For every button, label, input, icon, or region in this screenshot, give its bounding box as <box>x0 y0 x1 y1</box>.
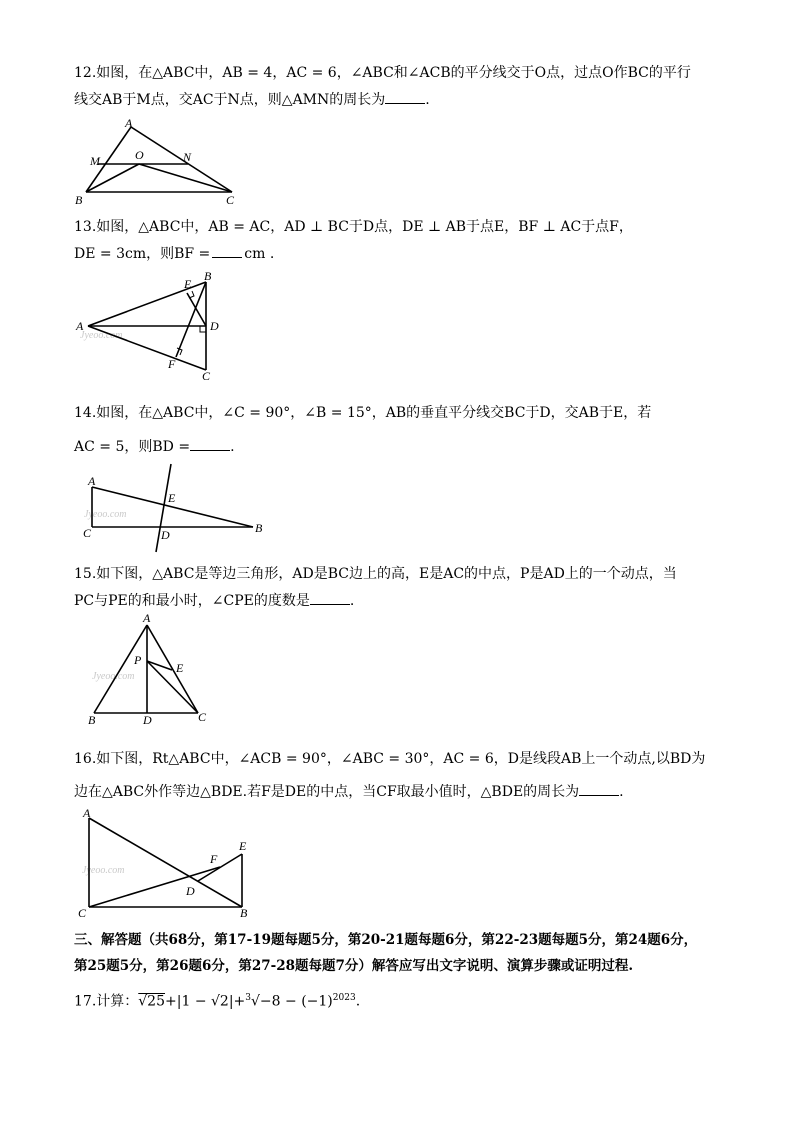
q17-exponent: 2023 <box>332 993 356 1003</box>
label-A: A <box>88 474 96 488</box>
q13-triangle-figure <box>72 266 232 384</box>
label-E: E <box>239 839 247 853</box>
answer-blank <box>385 89 425 104</box>
label-E: E <box>176 661 184 675</box>
q14-line2 <box>74 436 235 457</box>
q14-line2-pre: AC = 5，则BD = <box>74 439 191 455</box>
label-B: B <box>88 713 96 727</box>
q16-line2 <box>74 781 624 802</box>
label-D: D <box>161 528 170 542</box>
label-P: P <box>134 653 142 667</box>
q17-cube-index: 3 <box>245 993 252 1003</box>
q15-line2 <box>74 590 354 611</box>
watermark: Jyeoo.com <box>92 671 135 682</box>
q12-line2-text: 线交AB于M点，交AC于N点，则△AMN的周长为 <box>74 92 386 108</box>
q15-end: . <box>349 593 355 609</box>
answer-blank <box>579 781 619 796</box>
q15-line2-text: PC与PE的和最小时，∠CPE的度数是 <box>74 593 310 609</box>
q15-triangle-figure <box>84 612 224 726</box>
label-C: C <box>78 906 87 920</box>
label-A: A <box>76 319 84 333</box>
watermark: Jyeoo.com <box>82 865 125 876</box>
label-B: B <box>204 269 212 283</box>
label-C: C <box>226 193 235 207</box>
section3-line1: 三、解答题（共68分，第17-19题每题5分，第20-21题每题6分，第22-23题每题5分，第24题6分， <box>74 932 698 948</box>
label-N: N <box>183 150 192 164</box>
label-D: D <box>186 884 195 898</box>
q15-line1: 15.如下图，△ABC是等边三角形，AD是BC边上的高，E是AC的中点，P是AD上的一个动点，当 <box>74 566 677 582</box>
label-F: F <box>210 852 218 866</box>
section3-line2: 第25题5分，第26题6分，第27-28题每题7分）解答应写出文字说明、演算步骤或证明过程. <box>74 958 634 974</box>
label-E: E <box>168 491 176 505</box>
q16-line1: 16.如下图，Rt△ABC中，∠ACB = 90°，∠ABC = 30°，AC = 6，D是线段AB上一个动点,以BD为 <box>74 751 706 767</box>
answer-blank <box>212 243 242 258</box>
label-F: F <box>168 357 176 371</box>
label-O: O <box>135 148 144 162</box>
label-B: B <box>75 193 83 207</box>
q12-line2 <box>74 89 430 110</box>
answer-blank <box>310 590 350 605</box>
label-E: E <box>184 277 192 291</box>
label-A: A <box>143 611 151 625</box>
q14-end: . <box>230 439 235 455</box>
q12-triangle-figure <box>70 115 250 210</box>
q12-end: . <box>425 92 430 108</box>
q17-line <box>74 988 360 1012</box>
q17-end: . <box>355 993 361 1010</box>
label-B: B <box>255 521 263 535</box>
watermark: Jyeoo.com <box>80 330 123 341</box>
label-M: M <box>90 154 100 168</box>
q17-prefix: 17.计算： <box>74 993 139 1010</box>
label-B: B <box>240 906 248 920</box>
label-C: C <box>202 369 211 383</box>
q17-sqrt25: √25 <box>138 993 166 1010</box>
q13-line2-pre: DE = 3cm，则BF = <box>74 246 211 262</box>
label-A: A <box>83 806 91 820</box>
q12-line1: 12.如图，在△ABC中，AB = 4，AC = 6，∠ABC和∠ACB的平分线交于O点，过点O作BC的平行 <box>74 65 691 81</box>
q13-line2 <box>74 243 274 264</box>
watermark: Jyeoo.com <box>84 509 127 520</box>
q13-line1: 13.如图，△ABC中，AB = AC，AD ⊥ BC于D点，DE ⊥ AB于点E，BF ⊥ AC于点F， <box>74 219 633 235</box>
q13-line2-post: cm . <box>244 246 275 262</box>
label-C: C <box>198 710 207 724</box>
label-D: D <box>143 713 152 727</box>
label-A: A <box>125 116 133 130</box>
q16-line2-text: 边在△ABC外作等边△BDE.若F是DE的中点，当CF取最小值时，△BDE的周长为 <box>74 784 580 800</box>
label-D: D <box>210 319 219 333</box>
q17-abs-term: +|1 − √2|+ <box>165 993 246 1010</box>
q16-triangle-figure <box>76 806 266 918</box>
q14-triangle-figure <box>78 460 278 555</box>
q17-cube-root-term: √−8 − (−1) <box>251 993 333 1010</box>
q16-end: . <box>619 784 624 800</box>
label-C: C <box>83 526 92 540</box>
q14-line1: 14.如图，在△ABC中，∠C = 90°，∠B = 15°，AB的垂直平分线交BC于D，交AB于E，若 <box>74 405 652 421</box>
answer-blank <box>190 436 230 451</box>
